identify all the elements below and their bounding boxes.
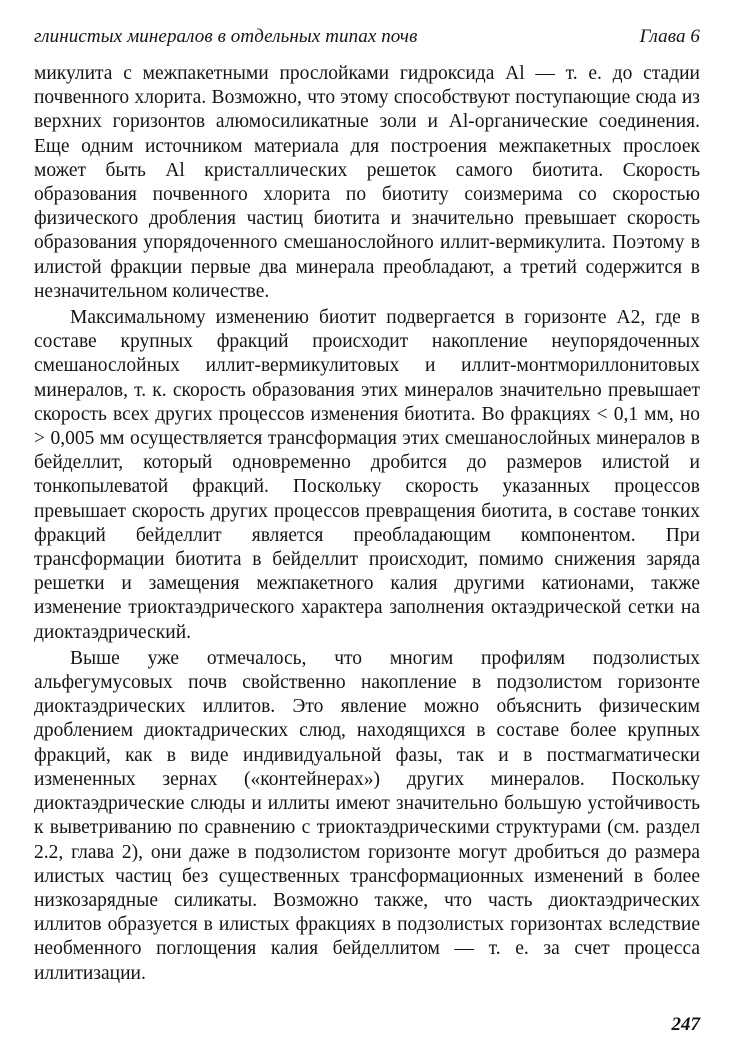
running-header: [34, 26, 700, 48]
paragraph-continued: микулита с межпакетными прослойками гидроксида Al — т. е. до стадии почвенного хлорита. Возможно, что этому способствуют поступающие сюда из верхних горизонтов алюмосиликатные золи и Al-органические соединения. Еще одним источником материала для построения межпакетных прослоек может быть Al кристаллических решеток самого биотита. Скорость образования почвенного хлорита по биотиту соизмерима со скоростью физического дробления частиц биотита и значительно превышает скорость образования упорядоченного смешанослойного иллит-вермикулита. Поэтому в илистой фракции первые два минерала преобладают, а третий содержится в незначительном количестве.: [34, 63, 700, 302]
running-header-title: глинистых минералов в отдельных типах почв: [34, 26, 418, 47]
running-header-chapter: Глава 6: [639, 26, 700, 47]
paragraph: Максимальному изменению биотит подвергается в горизонте A2, где в составе крупных фракций происходит накопление неупорядоченных смешанослойных иллит-вермикулитовых и иллит-монтмориллонитовых минералов, т. к. скорость образования этих минералов значительно превышает скорость всех других процессов изменения биотита. Во фракциях < 0,1 мм, но > 0,005 мм осуществляется трансформация этих смешанослойных минералов в бейделлит, который одновременно дробится до размеров илистой и тонкопылеватой фракций. Поскольку скорость указанных процессов превышает скорость других процессов превращения биотита, в составе тонких фракций бейделлит является преобладающим компонентом. При трансформации биотита в бейделлит происходит, помимо снижения заряда решетки и замещения межпакетного калия другими катионами, также изменение триоктаэдрического характера заполнения октаэдрической сетки на диоктаэдрический.: [34, 307, 700, 643]
page-number: 247: [671, 1014, 700, 1035]
paragraph: Выше уже отмечалось, что многим профилям подзолистых альфегумусовых почв свойственно накопление в подзолистом горизонте диоктаэдрических иллитов. Это явление можно объяснить физическим дроблением диоктадрических слюд, находящихся в составе более крупных фракций, как в виде индивидуальной фазы, так и в постмагматически измененных зернах («контейнерах») других минералов. Поскольку диоктаэдрические слюды и иллиты имеют значительно большую устойчивость к выветриванию по сравнению с триоктаэдрическими структурами (см. раздел 2.2, глава 2), они даже в подзолистом горизонте могут дробиться до размера илистых частиц без существенных трансформационных изменений в более низкозарядные силикаты. Возможно также, что часть диоктаэдрических иллитов образуется в илистых фракциях в подзолистых горизонтах вследствие необменного поглощения калия бейделлитом — т. е. за счет процесса иллитизации.: [34, 647, 700, 984]
page-body: [34, 62, 700, 986]
